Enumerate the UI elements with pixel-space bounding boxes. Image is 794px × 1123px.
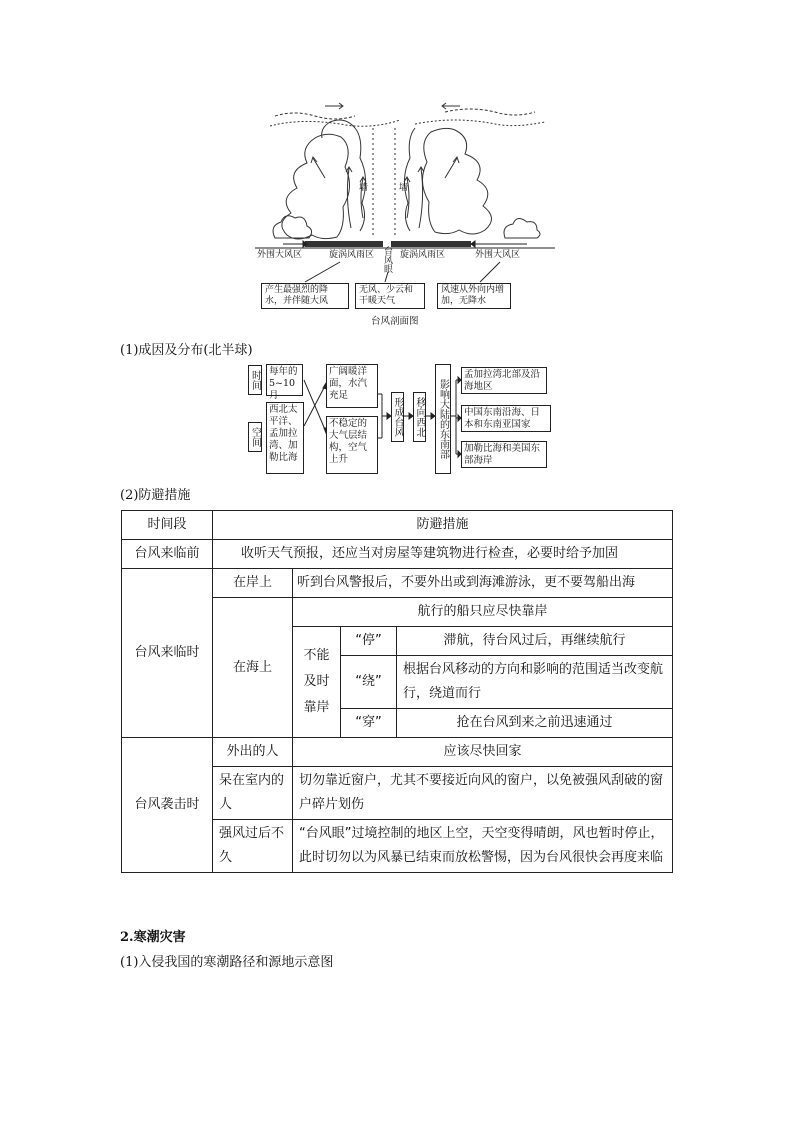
flow-affect-southeast: 影响大陆的东南部 — [435, 364, 451, 474]
onshore-text: 听到台风警报后，不要外出或到海滩游泳，更不要驾船出海 — [293, 569, 673, 598]
note-spiral-zone: 产生最强烈的降水，并伴随大风 — [261, 283, 349, 309]
flow-condition-unstable-air: 不稳定的大气层结构，空气上升 — [326, 416, 378, 474]
flow-space-label: 空间 — [248, 422, 262, 452]
atsea-label: 在海上 — [213, 598, 293, 738]
flow-space-value: 西北太平洋、孟加拉湾、加勒比海 — [266, 402, 304, 474]
detour-label: “绕” — [341, 656, 397, 709]
onshore-label: 在岸上 — [213, 569, 293, 598]
section-title-cold-wave-path: (1)入侵我国的寒潮路径和源地示意图 — [120, 955, 334, 970]
eyewall-label-right: 墙 — [399, 183, 409, 193]
flow-move-northwest: 移向西北 — [413, 392, 426, 442]
section-title-prevention-measures: (2)防避措施 — [120, 488, 191, 503]
flow-region-china-japan: 中国东南沿海、日本和东南亚国家 — [461, 405, 551, 432]
period-strike-label: 台风袭击时 — [122, 738, 213, 873]
indoor-text: 切勿靠近窗户，尤其不要接近向风的窗户，以免被强风刮破的窗户碎片划伤 — [293, 767, 673, 820]
cross-text: 抢在台风到来之前迅速通过 — [397, 709, 673, 738]
table-header-row — [122, 511, 673, 540]
before-measure-text: 收听天气预报，还应当对房屋等建筑物进行检查，必要时给予加固 — [213, 540, 673, 569]
header-period: 时间段 — [122, 511, 213, 540]
out-text: 应该尽快回家 — [293, 738, 673, 767]
period-before-label: 台风来临前 — [122, 540, 213, 569]
after-label: 强风过后不久 — [213, 820, 293, 873]
typhoon-cause-flow-diagram — [246, 362, 552, 476]
spiral-rain-zone-right-label: 旋涡风雨区 — [400, 250, 446, 260]
flow-time-label: 时间 — [248, 365, 262, 395]
atsea-text: 航行的船只应尽快靠岸 — [293, 598, 673, 627]
out-label: 外出的人 — [213, 738, 293, 767]
outer-wind-zone-right-label: 外围大风区 — [475, 250, 521, 260]
typhoon-cross-section-figure — [255, 98, 555, 330]
typhoon-cloud-drawing — [255, 98, 555, 258]
typhoon-prevention-table — [121, 510, 673, 873]
table-row-out — [122, 738, 673, 767]
spiral-rain-zone-left-label: 旋涡风雨区 — [329, 250, 375, 260]
typhoon-eye-label: 台风眼 — [384, 247, 394, 275]
note-typhoon-eye: 无风、少云和干暖天气 — [355, 283, 425, 309]
stop-label: “停” — [341, 627, 397, 656]
note-outer-zone: 风速从外向内增加，无降水 — [437, 283, 511, 309]
indoor-label: 呆在室内的人 — [213, 767, 293, 820]
table-row-onshore — [122, 569, 673, 598]
outer-wind-zone-left-label: 外围大风区 — [257, 250, 303, 260]
after-text: “台风眼”过境控制的地区上空，天空变得晴朗，风也暂时停止，此时切勿以为风暴已结束而放松警惕，因为台风很快会再度来临 — [293, 820, 673, 873]
figure-caption: 台风剖面图 — [371, 316, 419, 327]
header-measures: 防避措施 — [213, 511, 673, 540]
detour-text: 根据台风移动的方向和影响的范围适当改变航行，绕道而行 — [397, 656, 673, 709]
period-coming-label: 台风来临时 — [122, 569, 213, 738]
cannot-dock-label: 不能及时靠岸 — [293, 627, 341, 738]
table-row-before — [122, 540, 673, 569]
section-title-cause-distribution: (1)成因及分布(北半球) — [120, 343, 253, 358]
flow-region-bay-of-bengal: 孟加拉湾北部及沿海地区 — [461, 367, 547, 394]
flow-form-typhoon: 形成台风 — [391, 392, 404, 442]
flow-condition-warm-ocean: 广阔暖洋面，水汽充足 — [326, 364, 378, 408]
eyewall-label-left: 墙 — [359, 183, 369, 193]
cross-label: “穿” — [341, 709, 397, 738]
flow-region-caribbean-us: 加勒比海和美国东部海岸 — [461, 441, 547, 468]
stop-text: 滞航，待台风过后，再继续航行 — [397, 627, 673, 656]
heading-cold-wave-disaster: 2.寒潮灾害 — [120, 930, 186, 945]
flow-time-value: 每年的5~10月 — [266, 364, 303, 396]
